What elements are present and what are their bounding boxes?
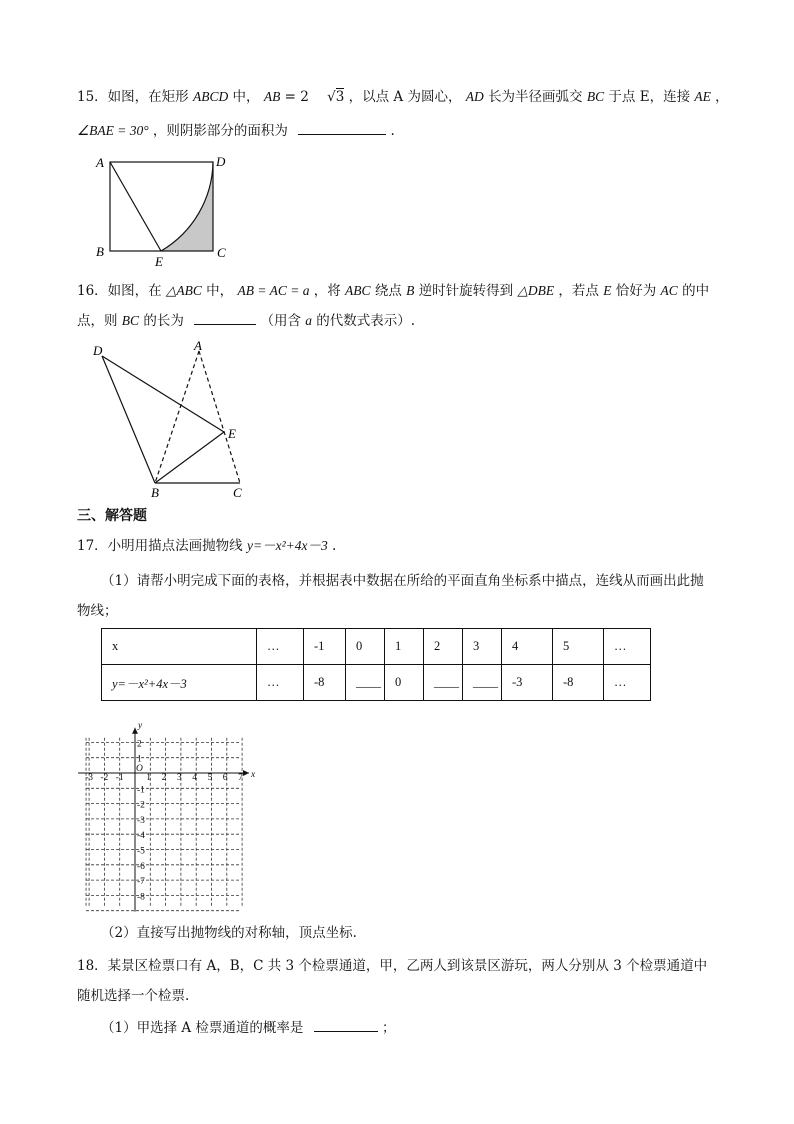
table-blank-cell[interactable]: ____ xyxy=(463,665,502,701)
y-tick-label: -7 xyxy=(137,877,145,888)
q18-part1-end: ； xyxy=(382,1020,396,1036)
table-blank-cell[interactable]: ____ xyxy=(346,665,385,701)
y-tick-label: -1 xyxy=(137,785,145,796)
q16-text-10: 的长为 xyxy=(143,313,184,329)
x-tick-label: 6 xyxy=(222,773,228,783)
x-tick-label: 3 xyxy=(176,773,182,783)
y-tick-label: -5 xyxy=(137,846,145,857)
q18-part1 xyxy=(101,1022,396,1036)
x-tick-label: -1 xyxy=(115,773,124,783)
table-cell: -8 xyxy=(304,665,346,701)
q16-text-5: 逆时针旋转得到 xyxy=(418,283,514,299)
x-axis-label: x xyxy=(251,770,256,780)
q16-label-d: D xyxy=(93,343,103,358)
q16-abc: ABC xyxy=(345,283,371,298)
q16-e: E xyxy=(603,283,612,298)
x-tick-label: 2 xyxy=(161,773,167,783)
q16-text-7: 恰好为 xyxy=(615,283,657,299)
q15-label-e: E xyxy=(155,254,163,269)
q15-bc: BC xyxy=(586,89,605,104)
q15-text-5: ， xyxy=(715,89,729,105)
q15-label-b: B xyxy=(96,244,104,259)
y-tick-label: 2 xyxy=(137,739,142,750)
x-tick-label: 1 xyxy=(146,773,152,783)
q16-text-4: 绕点 xyxy=(374,283,402,299)
q16-label-b: B xyxy=(151,485,159,500)
table-cell: 1 xyxy=(385,629,424,665)
q16-bc: BC xyxy=(121,313,140,328)
q15-number: 15．如图，在矩形 xyxy=(77,89,189,105)
table-cell: … xyxy=(604,665,651,701)
q17-stem-end: . xyxy=(332,538,337,554)
y-tick-label: -2 xyxy=(137,800,145,811)
table-cell: 0 xyxy=(385,665,424,701)
q16-label-c: C xyxy=(233,485,242,500)
x-tick-label: -3 xyxy=(85,773,94,783)
q16-text-1: 16．如图，在 xyxy=(77,283,162,299)
q18-line1: 18．某景区检票口有 A，B，C 共 3 个检票通道，甲，乙两人到该景区游玩，两人分别从 3 个检票通道中 xyxy=(77,958,708,974)
y-tick-label: 1 xyxy=(137,754,142,765)
q17-function: y=－x²+4x－3 xyxy=(246,538,328,553)
q16-equation: AB = AC = a xyxy=(237,283,310,298)
q16-text-11: （用含 xyxy=(260,313,301,329)
table-cell: … xyxy=(257,629,304,665)
y-tick-label: -6 xyxy=(137,861,145,872)
q18-line2: 随机选择一个检票. xyxy=(77,988,190,1004)
q16-a: a xyxy=(305,313,312,328)
table-cell: -3 xyxy=(502,665,553,701)
q16-text-8: 的中 xyxy=(682,283,710,299)
table-cell: … xyxy=(257,665,304,701)
q16-text-12: 的代数式表示）. xyxy=(316,313,416,329)
sqrt-sign: √3 xyxy=(327,89,345,105)
q16-text-2: 中， xyxy=(206,283,234,299)
origin-label: O xyxy=(136,764,143,774)
q15-text-1: 中， xyxy=(232,89,260,105)
q16-triangle-dbe: △DBE xyxy=(517,283,555,298)
y-tick-label: -4 xyxy=(137,831,145,842)
q15-end: . xyxy=(390,123,395,139)
q16-text-3: ，将 xyxy=(313,283,341,299)
y-axis-label: y xyxy=(138,720,143,731)
q15-label-c: C xyxy=(217,245,226,260)
q15-label-a: A xyxy=(96,155,104,170)
table-cell: 4 xyxy=(502,629,553,665)
table-cell: x xyxy=(102,629,257,665)
q18-part1-text: （1）甲选择 A 检票通道的概率是 xyxy=(101,1020,304,1036)
table-cell: 5 xyxy=(553,629,604,665)
table-blank-cell[interactable]: ____ xyxy=(424,665,463,701)
q16-label-a: A xyxy=(194,338,202,353)
q16-text-6: ，若点 xyxy=(558,283,599,299)
y-tick-label: -8 xyxy=(137,892,145,903)
q16-label-e: E xyxy=(228,426,236,441)
q15-sqrt-value: 3 xyxy=(335,89,345,105)
q16-ac: AC xyxy=(660,283,678,298)
table-cell: -1 xyxy=(304,629,346,665)
x-tick-label: -2 xyxy=(100,773,109,783)
x-tick-label: 5 xyxy=(207,773,213,783)
q15-ae: AE xyxy=(694,89,711,104)
x-tick-label: 4 xyxy=(192,773,197,783)
x-axis-arrow-icon xyxy=(243,770,249,776)
q15-label-d: D xyxy=(216,154,226,169)
q15-text-2: ，以点 A 为圆心， xyxy=(348,89,462,105)
q16-b: B xyxy=(406,283,415,298)
q15-text-3: 长为半径画弧交 xyxy=(488,89,583,105)
q17-part1-line2: 物线； xyxy=(77,603,118,619)
table-cell: -8 xyxy=(553,665,604,701)
q15-ab: AB xyxy=(263,89,281,104)
q15-eq: = 2 xyxy=(284,89,309,105)
q17-part1-line1: （1）请帮小明完成下面的表格，并根据表中数据在所给的平面直角坐标系中描点，连线从而画出此抛 xyxy=(101,573,704,589)
q15-text-4: 于点 E，连接 xyxy=(608,89,691,105)
q16-text-9: 点，则 xyxy=(77,313,118,329)
q15-ad: AD xyxy=(465,89,484,104)
q18-answer-blank[interactable] xyxy=(314,1031,378,1032)
table-cell: 2 xyxy=(424,629,463,665)
q17-part2: （2）直接写出抛物线的对称轴，顶点坐标. xyxy=(101,925,357,941)
q17-stem-text: 17．小明用描点法画抛物线 xyxy=(77,538,243,554)
table-cell: 0 xyxy=(346,629,385,665)
x-tick-label: 7 xyxy=(238,773,243,783)
q16-triangle-abc: △ABC xyxy=(165,283,202,298)
q15-text-6: ，则阴影部分的面积为 xyxy=(152,123,288,139)
y-tick-label: -3 xyxy=(137,815,145,826)
q15-rect-name: ABCD xyxy=(192,89,229,104)
table-cell: 3 xyxy=(463,629,502,665)
q15-angle: ∠BAE = 30° xyxy=(77,123,149,138)
table-cell: y=－x²+4x－3 xyxy=(102,665,257,701)
table-cell: … xyxy=(604,629,651,665)
section-heading: 三、解答题 xyxy=(77,508,147,524)
